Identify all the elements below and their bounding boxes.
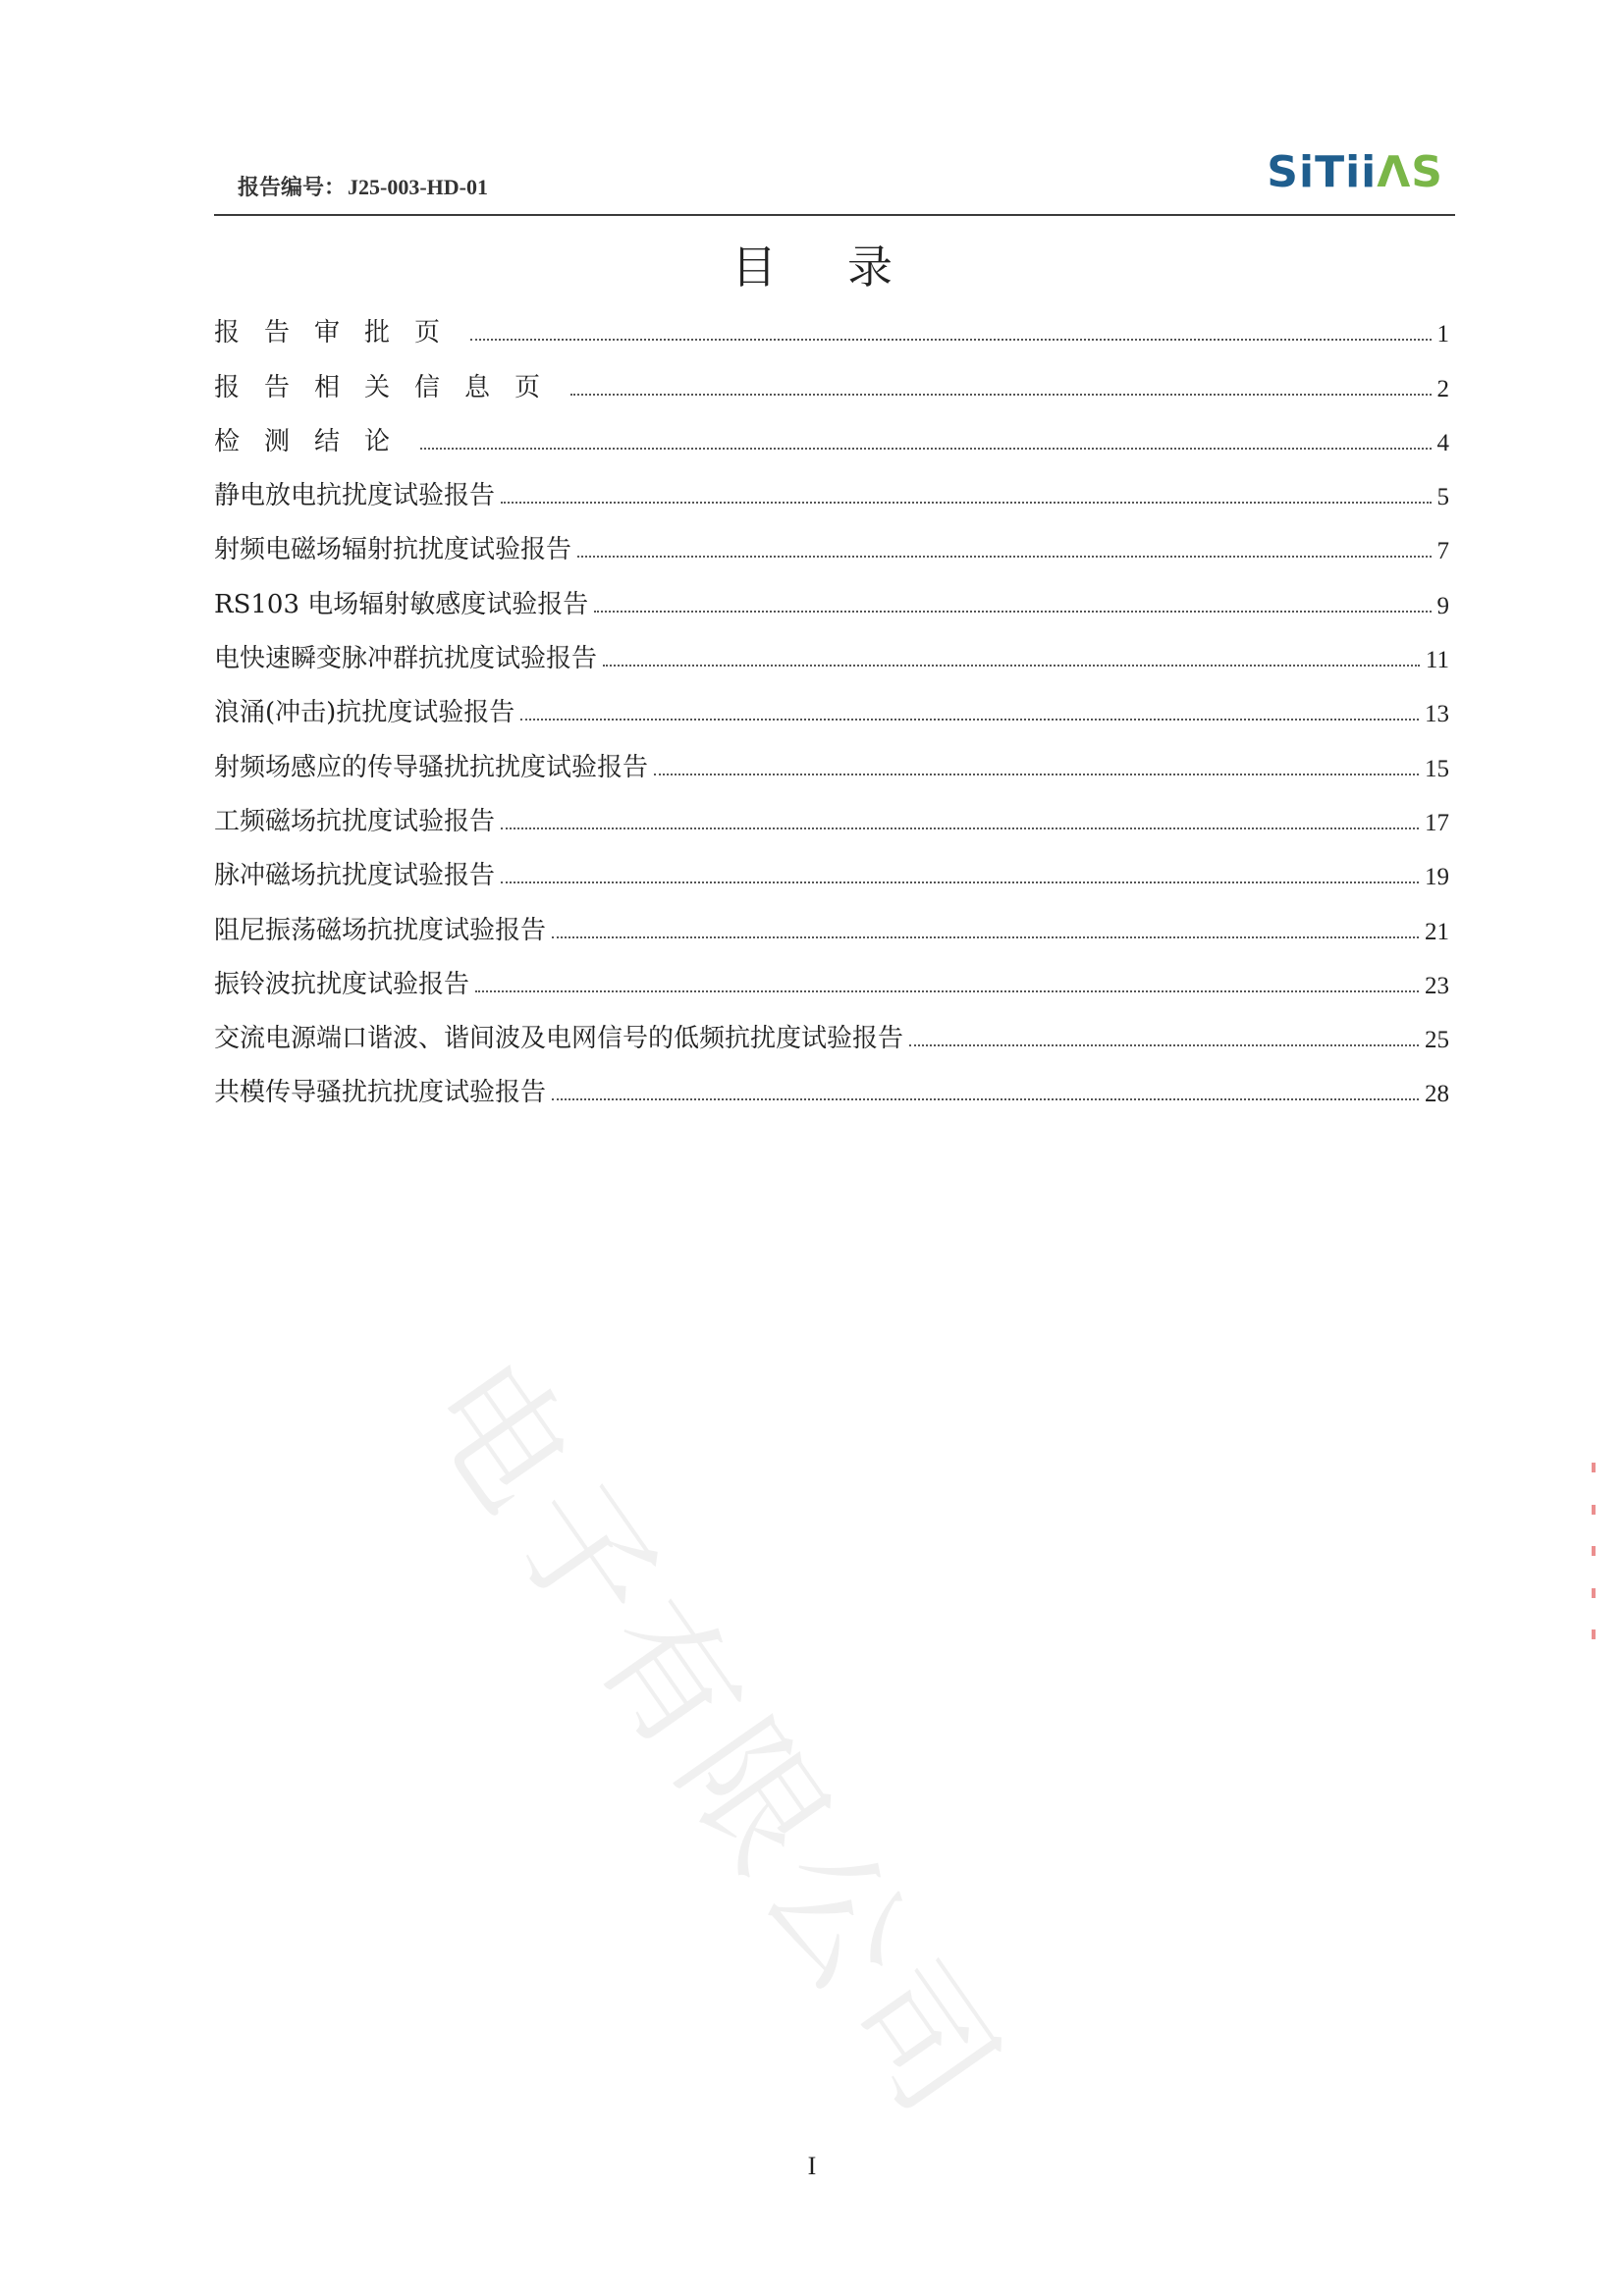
page-number: I: [807, 2152, 817, 2180]
toc-entry-page: 4: [1436, 429, 1449, 456]
toc-entry-page: 23: [1425, 972, 1449, 999]
toc-entry[interactable]: [214, 348, 1449, 402]
toc-entry-title: 电快速瞬变脉冲群抗扰度试验报告: [214, 644, 598, 674]
toc-entry-page: 9: [1436, 592, 1449, 619]
toc-entry-title: RS103 电场辐射敏感度试验报告: [214, 589, 589, 619]
toc-dot-leader: [570, 394, 1431, 396]
toc-dot-leader: [501, 828, 1419, 829]
toc-dot-leader: [654, 774, 1419, 775]
toc-entry-page: 25: [1425, 1027, 1449, 1054]
toc-entry[interactable]: [214, 565, 1449, 619]
toc-entry-page: 13: [1425, 701, 1449, 728]
toc-entry[interactable]: [214, 457, 1449, 511]
toc-entry[interactable]: [214, 674, 1449, 728]
toc-entry-page: 2: [1436, 375, 1449, 402]
toc-entry-title: 工频磁场抗扰度试验报告: [214, 806, 496, 836]
toc-entry-page: 1: [1436, 321, 1449, 348]
toc-entry-page: 19: [1425, 864, 1449, 891]
watermark: 电子有限公司: [394, 1332, 1032, 2149]
toc-entry-title: 检测结论: [214, 426, 415, 456]
toc-entry-title: 射频电磁场辐射抗扰度试验报告: [214, 535, 572, 565]
toc-entry-title: 报告相关信息页: [214, 372, 566, 402]
page-header: [214, 145, 1455, 216]
toc-entry-title: 共模传导骚扰抗扰度试验报告: [214, 1078, 547, 1108]
logo-text-part2: ΛS: [1377, 147, 1443, 197]
toc-entry-title: 报告审批页: [214, 318, 465, 348]
toc-entry-title: 阻尼振荡磁场抗扰度试验报告: [214, 915, 547, 945]
toc-entry[interactable]: [214, 837, 1449, 891]
toc-entry-page: 17: [1425, 809, 1449, 836]
toc-entry[interactable]: [214, 403, 1449, 457]
toc-entry[interactable]: [214, 1054, 1449, 1108]
toc-dot-leader: [501, 881, 1419, 883]
toc-dot-leader: [552, 1098, 1419, 1100]
toc-dot-leader: [909, 1044, 1419, 1046]
toc-entry-page: 15: [1425, 755, 1449, 782]
page-title: 目录: [731, 240, 963, 294]
toc-entry-title: 射频场感应的传导骚扰抗扰度试验报告: [214, 752, 649, 782]
toc-dot-leader: [470, 339, 1431, 341]
toc-entry-title: 浪涌(冲击)抗扰度试验报告: [214, 698, 515, 728]
toc-dot-leader: [420, 448, 1431, 450]
toc-entry-title: 静电放电抗扰度试验报告: [214, 481, 496, 511]
toc-dot-leader: [520, 719, 1419, 721]
toc-entry[interactable]: [214, 620, 1449, 674]
toc-entry[interactable]: [214, 1000, 1449, 1054]
toc-entry-page: 5: [1436, 484, 1449, 511]
report-number: [238, 171, 488, 201]
toc-dot-leader: [501, 502, 1431, 504]
report-number-value: J25-003-HD-01: [348, 175, 488, 199]
toc-dot-leader: [603, 665, 1420, 667]
logo-text-part1: SiTii: [1267, 147, 1378, 197]
toc-dot-leader: [594, 611, 1431, 613]
toc-dot-leader: [552, 936, 1419, 938]
toc-entry-page: 28: [1425, 1081, 1449, 1108]
toc-entry[interactable]: [214, 891, 1449, 945]
toc-entry[interactable]: [214, 728, 1449, 782]
toc-entry[interactable]: [214, 783, 1449, 837]
toc-entry-title: 交流电源端口谐波、谐间波及电网信号的低频抗扰度试验报告: [214, 1024, 904, 1054]
toc-entry-title: 振铃波抗扰度试验报告: [214, 969, 470, 999]
toc-entry-page: 21: [1425, 918, 1449, 945]
toc-entry-title: 脉冲磁场抗扰度试验报告: [214, 861, 496, 891]
toc-entry[interactable]: [214, 294, 1449, 348]
report-number-label: 报告编号：: [238, 175, 347, 200]
toc-dot-leader: [475, 990, 1419, 992]
toc-entry-page: 7: [1436, 538, 1449, 565]
toc-dot-leader: [577, 556, 1431, 558]
company-logo: [1267, 147, 1443, 197]
toc-entry-page: 11: [1425, 647, 1449, 674]
edge-stamp-mark: [1587, 1463, 1600, 1639]
toc-entry[interactable]: [214, 511, 1449, 565]
table-of-contents: [214, 294, 1449, 1108]
toc-entry[interactable]: [214, 946, 1449, 1000]
